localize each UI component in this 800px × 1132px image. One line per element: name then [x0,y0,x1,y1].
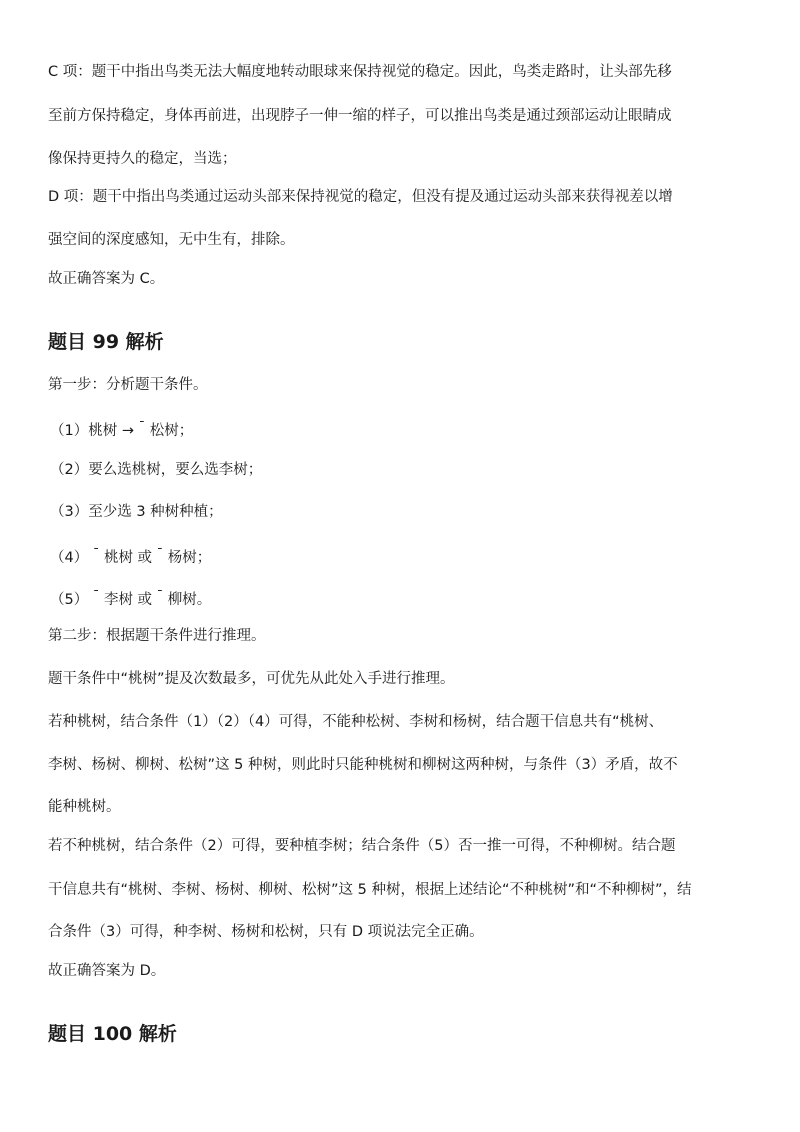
condition-5 [50,587,211,610]
d-item-line-1: D 项：题干中指出鸟类通过运动头部来保持视觉的稳定，但没有提及通过运动头部来获得视差以增 [48,189,673,205]
condition-5-suffix: 柳树。 [163,592,212,608]
condition-1-prefix: （1）桃树 → [50,423,139,439]
condition-2: （2）要么选桃树，要么选李树； [50,462,263,478]
step-two: 第二步：根据题干条件进行推理。 [48,628,266,644]
case-b-line-1: 若不种桃树，结合条件（2）可得，要种植李树；结合条件（5）否一推一可得，不种柳树。结合题 [48,838,676,854]
section-heading-q99: 题目 99 解析 [48,331,164,353]
case-b-line-3: 合条件（3）可得，种李树、杨树和松树，只有 D 项说法完全正确。 [48,924,484,940]
c-item-line-1: C 项：题干中指出鸟类无法大幅度地转动眼球来保持视觉的稳定。因此，鸟类走路时，让头部先移 [48,64,672,80]
case-b-line-2: 干信息共有“桃树、李树、杨树、柳树、松树”这 5 种树，根据上述结论“不种桃树”和“不种柳树”，结 [48,882,692,898]
negation-mark: ¯ [138,420,146,435]
condition-1-suffix: 松树； [145,423,194,439]
d-item-line-2: 强空间的深度感知，无中生有，排除。 [48,232,295,248]
condition-4-prefix: （4） [50,550,93,566]
intro-paragraph: 题干条件中“桃树”提及次数最多，可优先从此处入手进行推理。 [48,671,455,687]
case-a-line-1: 若种桃树，结合条件（1）（2）（4）可得，不能种松树、李树和杨树，结合题干信息共有“桃树、 [48,714,664,730]
negation-mark: ¯ [156,547,164,562]
case-a-line-2: 李树、杨树、柳树、松树”这 5 种树，则此时只能种桃树和柳树这两种树，与条件（3）矛盾，故不 [48,757,678,773]
section-heading-q100: 题目 100 解析 [48,1023,177,1045]
negation-mark: ¯ [92,589,100,604]
answer-98: 故正确答案为 C。 [48,271,165,287]
c-item-line-3: 像保持更持久的稳定，当选； [48,151,237,167]
condition-1 [50,418,193,441]
step-one: 第一步：分析题干条件。 [48,377,208,393]
answer-99: 故正确答案为 D。 [48,963,166,979]
condition-4-suffix: 杨树； [163,550,212,566]
condition-3: （3）至少选 3 种树种植； [50,504,223,520]
negation-mark: ¯ [156,589,164,604]
condition-4-mid: 桃树 或 [99,550,157,566]
condition-5-prefix: （5） [50,592,93,608]
condition-5-mid: 李树 或 [99,592,157,608]
condition-4 [50,545,211,568]
c-item-line-2: 至前方保持稳定，身体再前进，出现脖子一伸一缩的样子，可以推出鸟类是通过颈部运动让眼睛成 [48,108,672,124]
case-a-line-3: 能种桃树。 [48,799,121,815]
negation-mark: ¯ [92,547,100,562]
